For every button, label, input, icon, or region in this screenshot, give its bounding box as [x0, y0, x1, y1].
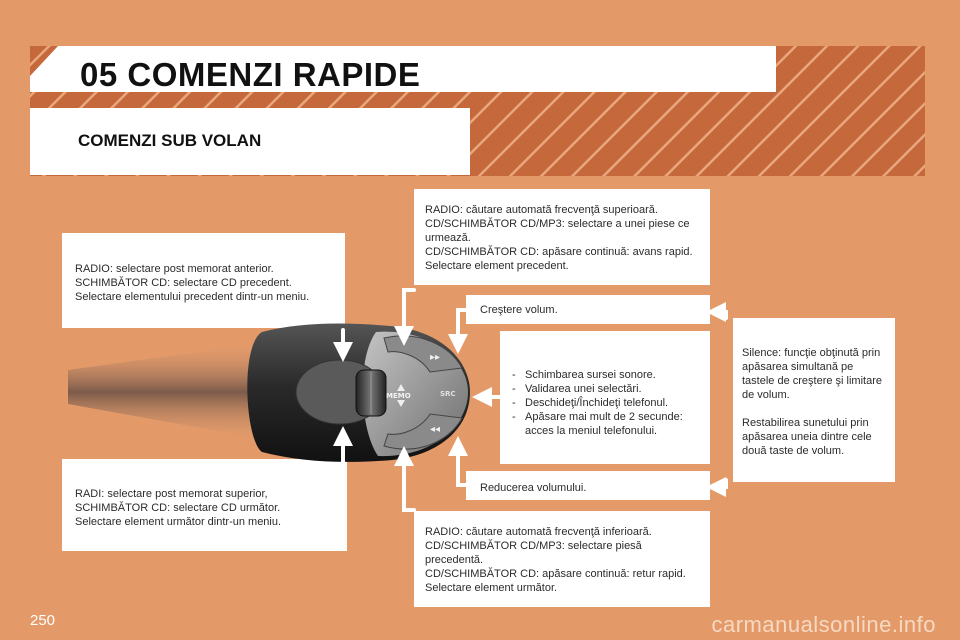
- seek-back-icon: ◂◂: [430, 424, 441, 435]
- callout-middle: - Schimbarea sursei sonore. - Validarea unei selectări. - Deschideţi/Închideţi telefonul. - Apăsare mai mult de 2 secunde: acces la meniul telefonului.: [500, 331, 710, 464]
- callout-left-bottom: RADI: selectare post memorat superior, SCHIMBĂTOR CD: selectare CD următor. Selectare element următor dintr-un meniu.: [62, 459, 347, 551]
- src-label: SRC: [440, 390, 456, 398]
- callout-bottom-center: RADIO: căutare automată frecvenţă inferioară. CD/SCHIMBĂTOR CD/MP3: selectare piesă precedentă. CD/SCHIMBĂTOR CD: apăsare continuă: retur rapid. Selectare element următor.: [414, 511, 710, 607]
- callout-silence: Silence: funcţie obţinută prin apăsarea simultană pe tastele de creştere şi limitare de volum. Restabilirea sunetului prin apăsarea uneia dintre cele două taste de volum.: [733, 318, 895, 482]
- callout-volume-up: Creştere volum.: [466, 295, 710, 324]
- seek-forward-icon: ▸▸: [430, 352, 441, 363]
- watermark: carmanualsonline.info: [711, 612, 936, 637]
- section-title: COMENZI SUB VOLAN: [78, 131, 262, 150]
- callout-left-top: RADIO: selectare post memorat anterior. SCHIMBĂTOR CD: selectare CD precedent. Selectare elementului precedent dintr-un meniu.: [62, 233, 345, 328]
- page-number: 250: [30, 612, 56, 629]
- memo-label: MEMO: [386, 392, 411, 400]
- callout-volume-down: Reducerea volumului.: [466, 471, 710, 500]
- page-title: 05 COMENZI RAPIDE: [80, 56, 421, 93]
- callout-top-right: RADIO: căutare automată frecvenţă superioară. CD/SCHIMBĂTOR CD/MP3: selectare a unei piese ce urmează. CD/SCHIMBĂTOR CD: apăsare continuă: avans rapid. Selectare element precedent.: [414, 189, 710, 285]
